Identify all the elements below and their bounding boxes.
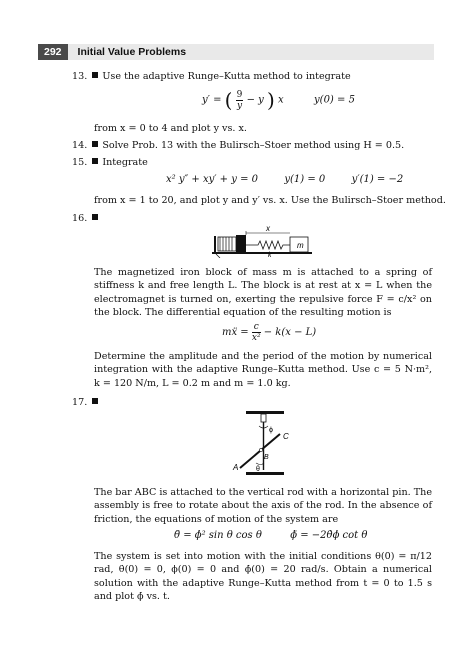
eq16-rest: − k(x − L): [263, 327, 317, 338]
problem-13-equation: y′ = ( $\frac{9}{y}$ − y ) x y(0) = 5: [202, 88, 355, 112]
problem-17-equations: [174, 530, 367, 541]
problem-17-para2: The system is set into motion with the initial conditions θ(0) = π/12 rad, θ̇(0) = 0, ϕ(0) = 0 and ϕ̇(0) = 20 rad/s. Obtain a numerical solution with the adaptive Runge–Kutta method from t = 0 to 1.5 s and plot ϕ̇ vs. t.: [94, 551, 432, 602]
computer-icon: [92, 398, 98, 404]
fig16-label-k: k: [268, 252, 272, 258]
eq16-fraction: [252, 322, 261, 343]
eq13-fraction: [236, 90, 244, 111]
fig17-label-theta: θ: [256, 466, 260, 473]
eq13-den: y: [236, 100, 243, 111]
problem-14-number: 14.: [72, 140, 88, 151]
computer-icon: [92, 158, 98, 164]
rotating-bar-figure: [228, 408, 300, 480]
eq16-den: x²: [251, 333, 261, 343]
computer-icon: [92, 141, 98, 147]
running-header: [38, 44, 434, 60]
fig16-label-x: x: [266, 224, 270, 233]
problem-17-line: [72, 396, 102, 409]
problem-15-range: from x = 1 to 20, and plot y and y′ vs. x. Use the Bulirsch–Stoer method.: [94, 195, 446, 206]
eq13-ic: y(0) = 5: [314, 94, 355, 106]
eq16-lhs: mẍ =: [222, 327, 249, 338]
problem-17-number: 17.: [72, 397, 88, 408]
eq13-num: 9: [236, 89, 243, 100]
problem-16-para1: The magnetized iron block of mass m is attached to a spring of stiffness k and free length L. The block is at rest at x = L when the electromagnet is turned on, exerting the repulsive force F = c/x² on the block. The differential equation of the resulting motion is: [94, 267, 432, 318]
fig17-label-c: C: [283, 432, 289, 441]
problem-15-line: [72, 156, 148, 169]
fig17-label-a: A: [233, 463, 239, 472]
problem-15-number: 15.: [72, 157, 88, 168]
computer-icon: [92, 214, 98, 220]
problem-16-line: [72, 212, 102, 225]
problem-14-text: Solve Prob. 13 with the Bulirsch–Stoer method using H = 0.5.: [102, 140, 405, 151]
spring-block-figure: [210, 222, 314, 258]
page-number: 292: [38, 44, 68, 60]
problem-13-text: Use the adaptive Runge–Kutta method to integrate: [102, 71, 351, 82]
problem-16-equation: [222, 322, 316, 343]
eq13-x: x: [278, 94, 284, 106]
fig16-label-m: m: [297, 241, 304, 250]
eq15: x² y″ + xy′ + y = 0: [166, 174, 258, 185]
problem-14-line: [72, 139, 404, 152]
eq15-ic2: y′(1) = −2: [351, 174, 404, 185]
eq17-theta: θ̈ = ϕ̇² sin θ cos θ: [174, 530, 262, 541]
chapter-title: Initial Value Problems: [77, 46, 187, 58]
computer-icon: [92, 72, 98, 78]
problem-13-number: 13.: [72, 71, 88, 82]
eq17-phi: ϕ̈ = −2θ̇ϕ̇ cot θ: [290, 530, 368, 541]
eq15-ic1: y(1) = 0: [284, 174, 326, 185]
problem-16-para2: Determine the amplitude and the period of the motion by numerical integration with the adaptive Runge–Kutta method. Use c = 5 N·m², k = 120 N/m, L = 0.2 m and m = 1.0 kg.: [94, 351, 432, 389]
fig17-label-b: B: [264, 454, 269, 461]
problem-15-text: Integrate: [102, 157, 148, 168]
eq13-rest: − y: [246, 94, 264, 106]
problem-16-number: 16.: [72, 213, 88, 224]
fig17-label-phi: ϕ: [269, 427, 273, 434]
problem-13-line: [72, 70, 351, 83]
problem-17-para1: The bar ABC is attached to the vertical rod with a horizontal pin. The assembly is free to rotate about the axis of the rod. In the absence of friction, the equations of motion of the system are: [94, 487, 432, 525]
problem-15-equation: [166, 174, 403, 185]
eq16-num: c: [253, 322, 259, 332]
problem-13-range: from x = 0 to 4 and plot y vs. x.: [94, 123, 247, 134]
eq13-lhs: y′ =: [202, 94, 222, 106]
